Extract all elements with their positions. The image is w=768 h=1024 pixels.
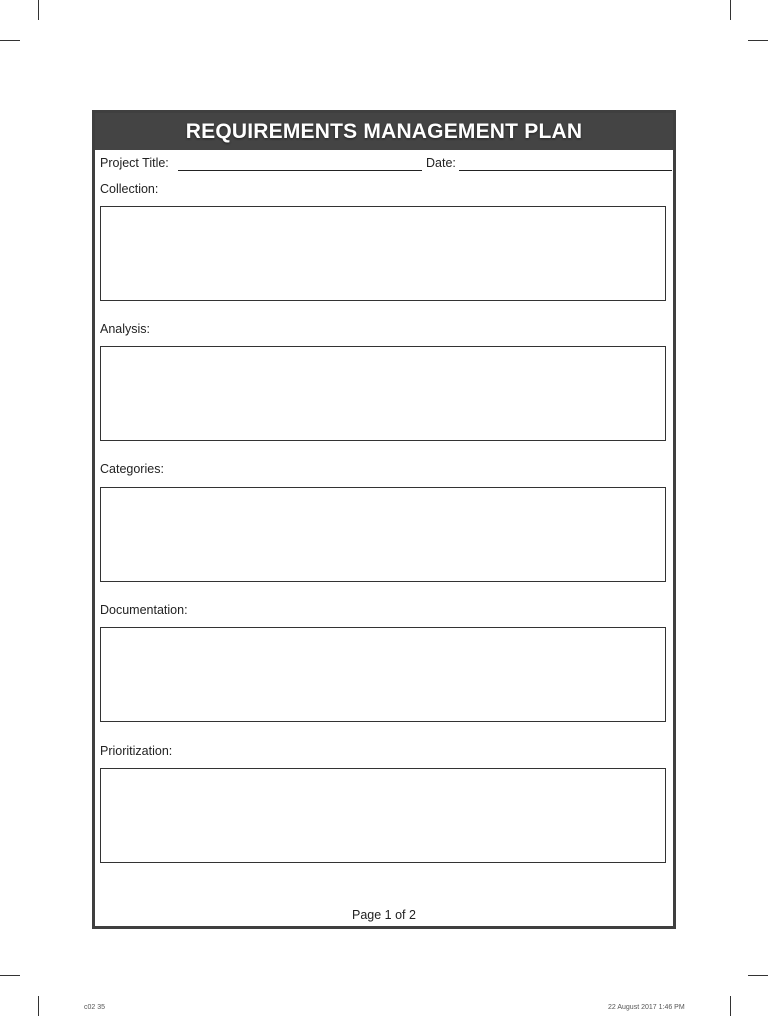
crop-mark-bottom-right-vertical	[730, 996, 731, 1016]
categories-box[interactable]	[100, 487, 666, 582]
date-label: Date:	[426, 156, 456, 170]
documentation-box[interactable]	[100, 627, 666, 722]
documentation-label: Documentation:	[100, 603, 188, 617]
analysis-box[interactable]	[100, 346, 666, 441]
project-info-row	[100, 156, 668, 174]
project-title-field[interactable]	[178, 170, 422, 171]
form-title: REQUIREMENTS MANAGEMENT PLAN	[185, 119, 583, 143]
page-number: Page 1 of 2	[352, 908, 416, 922]
project-title-label: Project Title:	[100, 156, 169, 170]
crop-mark-top-right-vertical	[730, 0, 731, 20]
requirements-plan-form	[92, 110, 676, 929]
form-header	[95, 113, 673, 150]
collection-label: Collection:	[100, 182, 159, 196]
crop-mark-top-right-horizontal	[748, 40, 768, 41]
crop-mark-top-left-vertical	[38, 0, 39, 20]
slug-file-info: c02 35	[84, 1004, 106, 1011]
crop-mark-bottom-right-horizontal	[748, 975, 768, 976]
categories-label: Categories:	[100, 462, 164, 476]
prioritization-box[interactable]	[100, 768, 666, 863]
analysis-label: Analysis:	[100, 322, 151, 336]
prioritization-label: Prioritization:	[100, 744, 173, 758]
crop-mark-bottom-left-vertical	[38, 996, 39, 1016]
date-field[interactable]	[459, 170, 672, 171]
slug-timestamp: 22 August 2017 1:46 PM	[608, 1004, 685, 1011]
crop-mark-bottom-left-horizontal	[0, 975, 20, 976]
crop-mark-top-left-horizontal	[0, 40, 20, 41]
collection-box[interactable]	[100, 206, 666, 301]
